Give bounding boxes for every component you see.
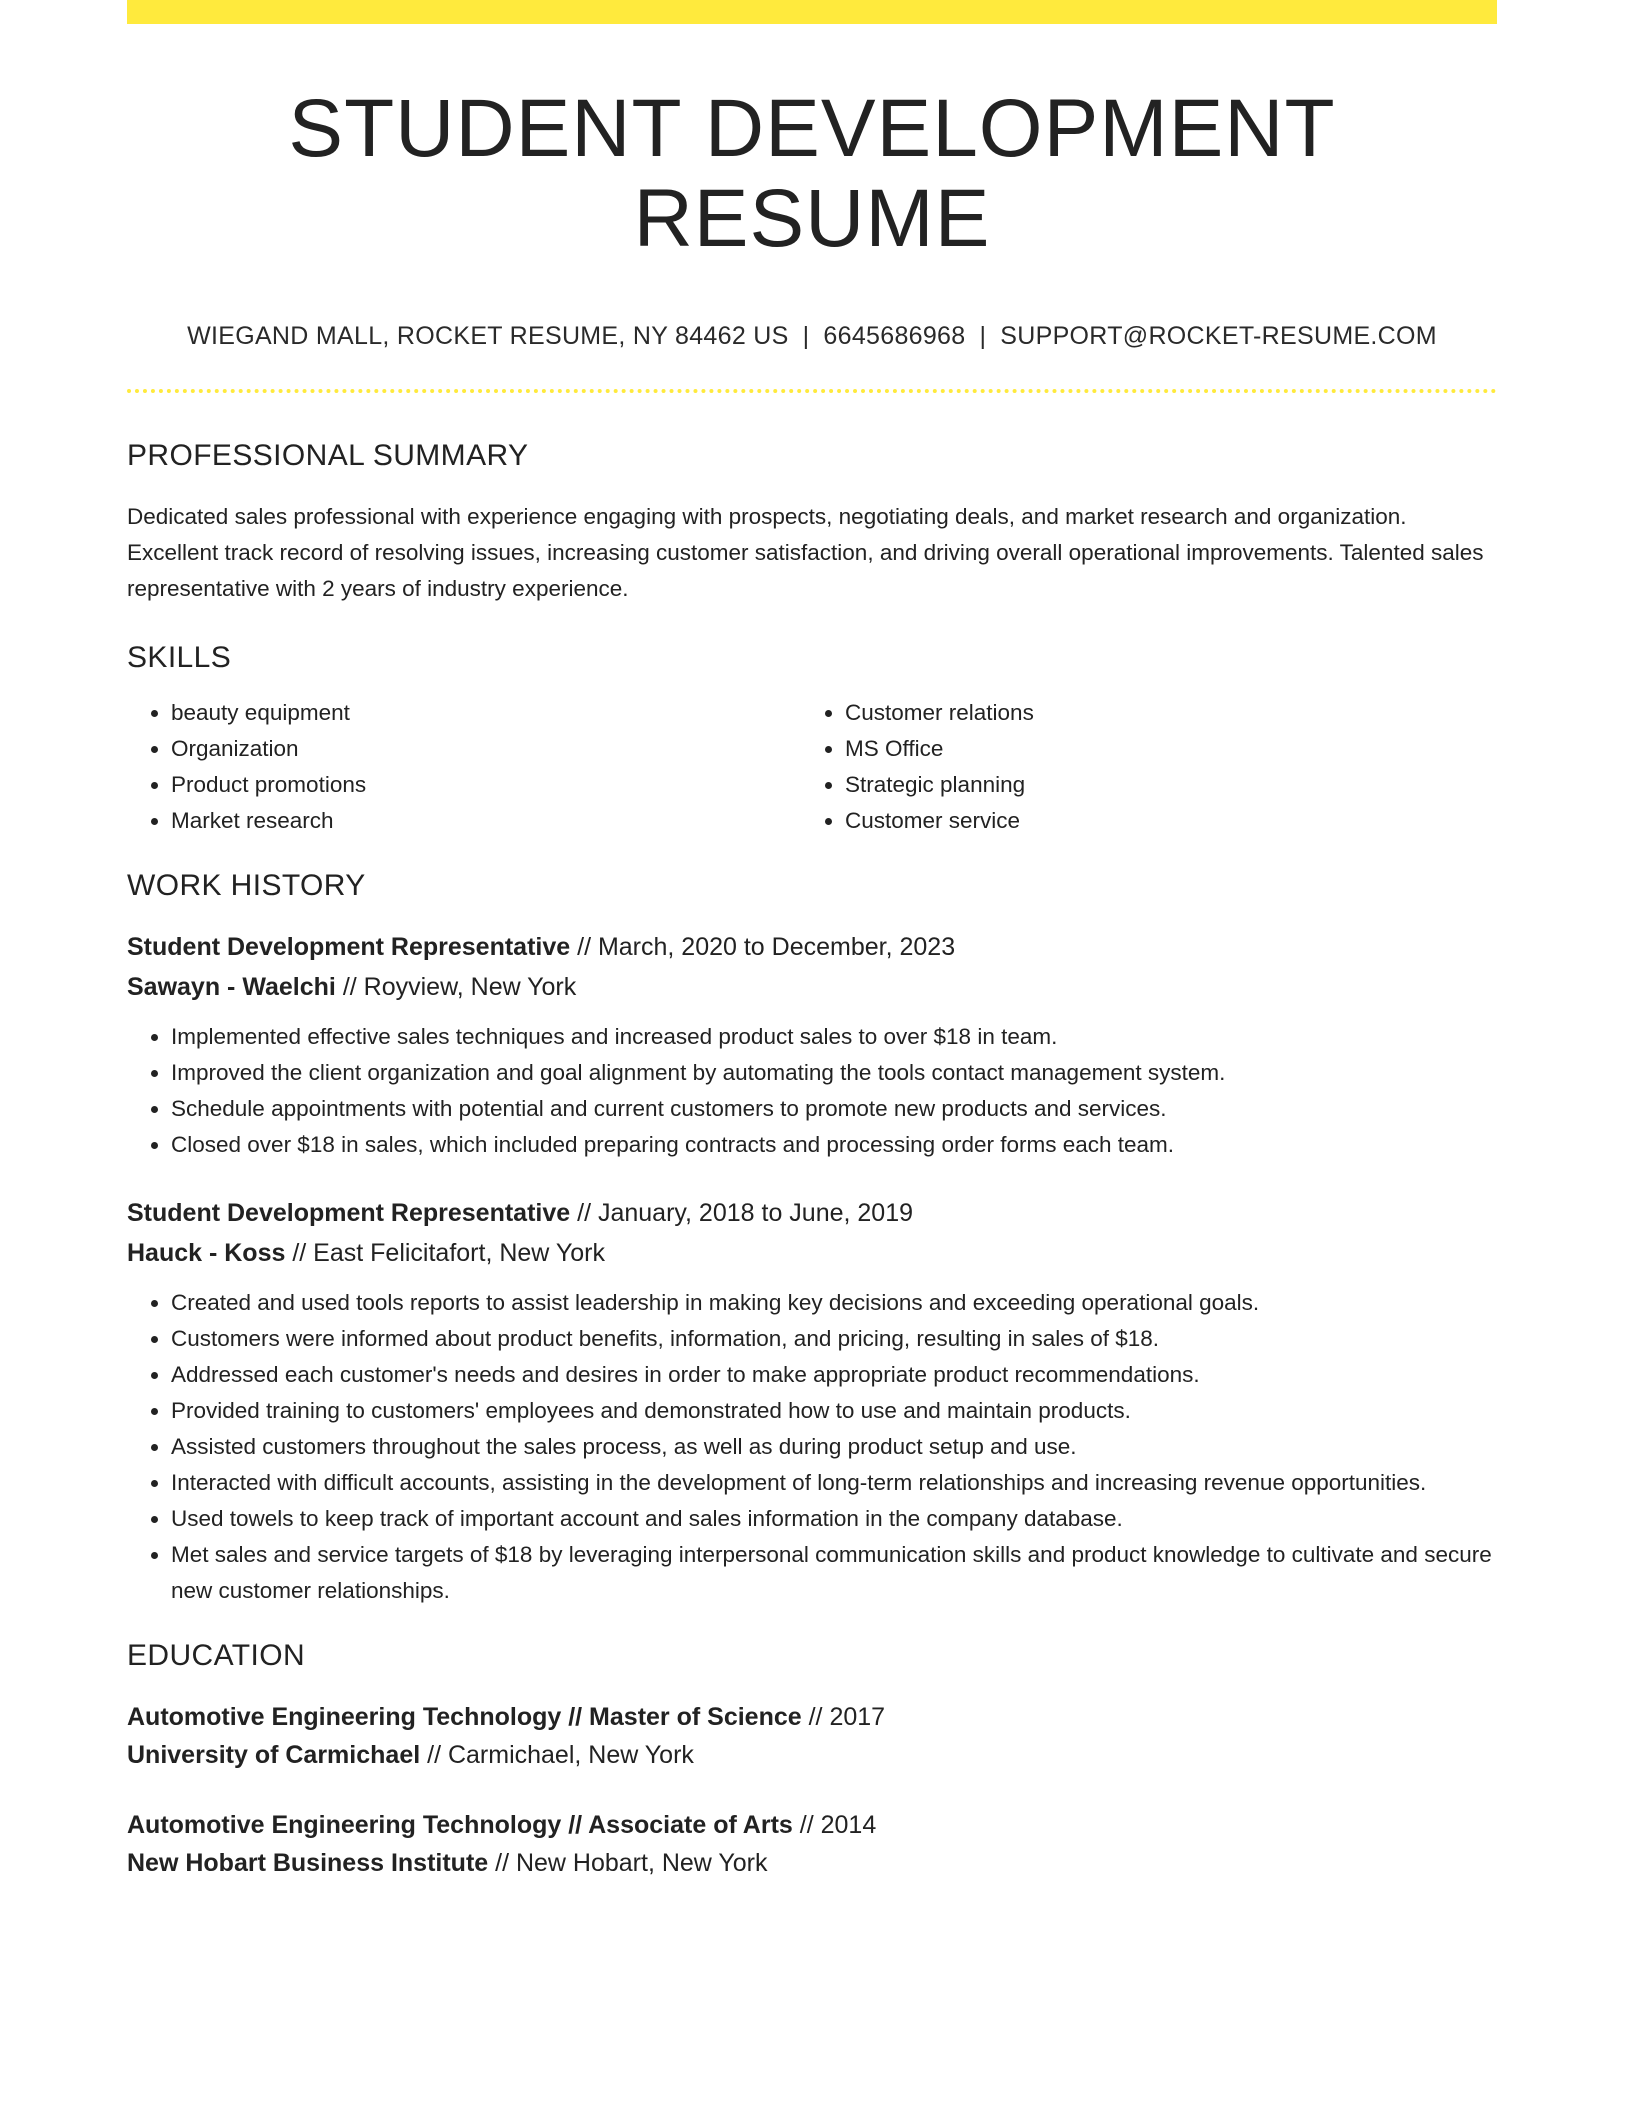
resume-title: STUDENT DEVELOPMENT RESUME (288, 83, 1336, 265)
education-degree: Automotive Engineering Technology // Associate of Arts (127, 1811, 793, 1840)
job-title: Student Development Representative (127, 1199, 571, 1228)
job-bullet: • Assisted customers throughout the sales process, as well as during product setup and use. (171, 1429, 1497, 1465)
job-bullet: • Schedule appointments with potential and current customers to promote new products and services. (171, 1091, 1497, 1127)
skill-item: • Customer relations (845, 695, 1475, 731)
skill-item: • Market research (171, 803, 801, 839)
education-school: University of Carmichael (127, 1741, 421, 1770)
job-bullet: • Improved the client organization and goal alignment by automating the tools contact management system. (171, 1055, 1497, 1091)
contact-address: WIEGAND MALL, ROCKET RESUME, NY 84462 US (187, 322, 789, 351)
skills-list-left (127, 695, 801, 839)
contact-separator: | (979, 322, 987, 351)
skill-item: • Product promotions (171, 767, 801, 803)
skills-columns (127, 695, 1497, 839)
job-bullet: • Provided training to customers' employees and demonstrated how to use and maintain products. (171, 1393, 1497, 1429)
work-history-heading: WORK HISTORY (127, 869, 366, 903)
skill-item: • Strategic planning (845, 767, 1475, 803)
job-title-line (127, 1195, 1497, 1231)
job-dates: // January, 2018 to June, 2019 (570, 1199, 914, 1228)
job-title: Student Development Representative (127, 933, 571, 962)
education-entry (127, 1699, 1497, 1773)
job-bullet: • Closed over $18 in sales, which included preparing contracts and processing order forms each team. (171, 1127, 1497, 1163)
job-company-line (127, 1235, 1497, 1271)
summary-heading: PROFESSIONAL SUMMARY (127, 439, 529, 473)
job-bullets (127, 1019, 1497, 1163)
job-bullet: • Addressed each customer's needs and desires in order to make appropriate product recommendations. (171, 1357, 1497, 1393)
job-company-line (127, 969, 1497, 1005)
skill-item: • Organization (171, 731, 801, 767)
contact-email: SUPPORT@ROCKET-RESUME.COM (1000, 322, 1437, 351)
skill-item: • beauty equipment (171, 695, 801, 731)
job-location: // Royview, New York (335, 973, 577, 1002)
job-dates: // March, 2020 to December, 2023 (570, 933, 956, 962)
education-school-line (127, 1737, 1497, 1773)
dotted-divider (127, 389, 1497, 393)
education-degree-line (127, 1699, 1497, 1735)
accent-top-bar (127, 0, 1497, 24)
skills-list-right (801, 695, 1475, 839)
job-bullet: • Implemented effective sales techniques and increased product sales to over $18 in team. (171, 1019, 1497, 1055)
job-bullet: • Interacted with difficult accounts, assisting in the development of long-term relationships and increasing revenue opportunities. (171, 1465, 1497, 1501)
job-entry (127, 929, 1497, 1163)
skills-heading: SKILLS (127, 641, 232, 675)
skill-item: • MS Office (845, 731, 1475, 767)
education-year: // 2017 (801, 1703, 886, 1732)
skill-item: • Customer service (845, 803, 1475, 839)
job-bullet: • Used towels to keep track of important account and sales information in the company database. (171, 1501, 1497, 1537)
job-company: Sawayn - Waelchi (127, 973, 336, 1002)
job-bullet: • Created and used tools reports to assist leadership in making key decisions and exceeding operational goals. (171, 1285, 1497, 1321)
job-bullet: • Met sales and service targets of $18 by leveraging interpersonal communication skills and product knowledge to cultivate and secure new customer relationships. (171, 1537, 1497, 1609)
job-entry (127, 1195, 1497, 1609)
education-heading: EDUCATION (127, 1639, 306, 1673)
job-company: Hauck - Koss (127, 1239, 286, 1268)
education-degree-line (127, 1807, 1497, 1843)
contact-phone: 6645686968 (823, 322, 966, 351)
contact-separator: | (802, 322, 810, 351)
education-degree: Automotive Engineering Technology // Master of Science (127, 1703, 802, 1732)
education-entry (127, 1807, 1497, 1881)
education-year: // 2014 (792, 1811, 877, 1840)
job-bullet: • Customers were informed about product benefits, information, and pricing, resulting in sales of $18. (171, 1321, 1497, 1357)
contact-line (127, 322, 1497, 351)
job-bullets (127, 1285, 1497, 1609)
summary-text: Dedicated sales professional with experience engaging with prospects, negotiating deals, and market research and organization. Excellent track record of resolving issues, increasing customer satisfaction, and driving overall operational improvements. Talented sales representative with 2 years of industry experience. (127, 504, 1484, 602)
job-location: // East Felicitafort, New York (285, 1239, 605, 1268)
resume-page (127, 0, 1497, 1881)
education-location: // Carmichael, New York (420, 1741, 694, 1770)
education-location: // New Hobart, New York (488, 1849, 768, 1878)
education-school-line (127, 1845, 1497, 1881)
job-title-line (127, 929, 1497, 965)
education-school: New Hobart Business Institute (127, 1849, 489, 1878)
